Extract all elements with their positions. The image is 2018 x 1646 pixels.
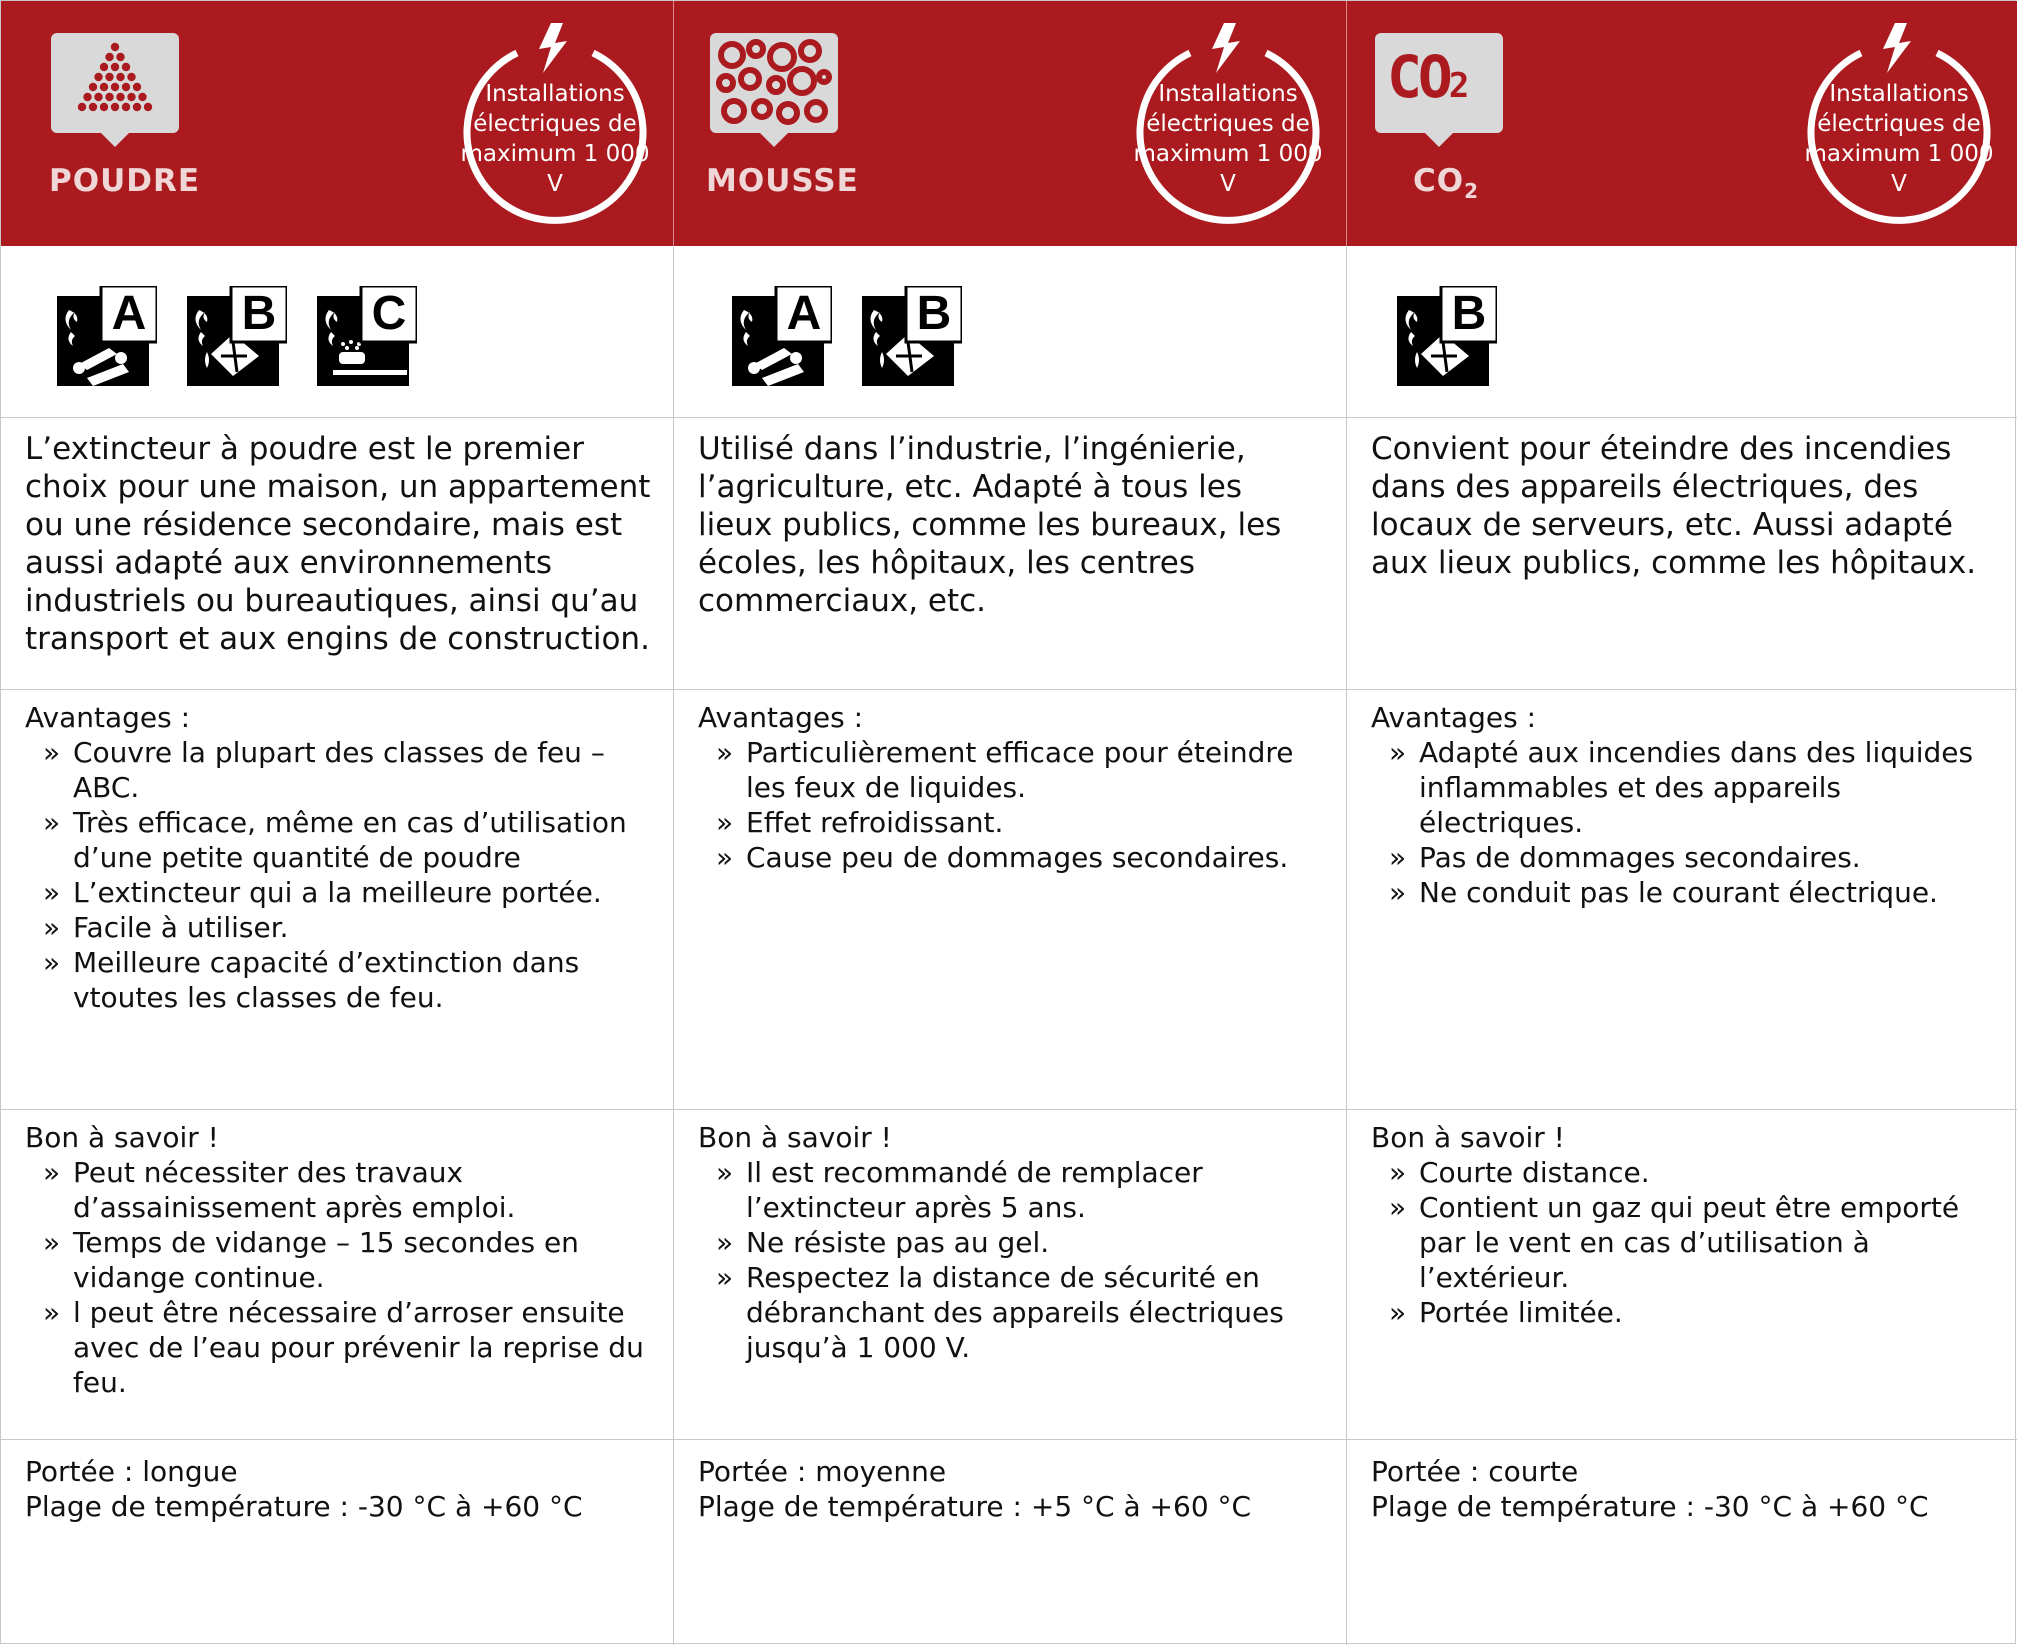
list-item: » Peut nécessiter des travaux d’assainissement après emploi.: [43, 1155, 653, 1225]
list-item: » Portée limitée.: [1389, 1295, 1997, 1330]
list-item: » Meilleure capacité d’extinction dans vtoutes les classes de feu.: [43, 945, 653, 1015]
header-co2: [1347, 1, 2017, 246]
list-item: » Contient un gaz qui peut être emporté par le vent en cas d’utilisation à l’extérieur.: [1389, 1190, 1997, 1295]
header-poudre: [1, 1, 674, 246]
fire-class-b-icon: B: [187, 286, 287, 386]
list-item: » Il est recommandé de remplacer l’extincteur après 5 ans.: [716, 1155, 1326, 1225]
range-text: Portée : courte: [1371, 1455, 1579, 1488]
list-item: » Couvre la plupart des classes de feu – ABC.: [43, 735, 653, 805]
list-item: » Respectez la distance de sécurité en débranchant des appareils électriques jusqu’à 1 000 V.: [716, 1260, 1326, 1365]
fire-classes-poudre: [1, 246, 674, 418]
advantages-title: Avantages :: [25, 701, 191, 734]
list-item: » Pas de dommages secondaires.: [1389, 840, 1997, 875]
range-text: Portée : moyenne: [698, 1455, 947, 1488]
foam-bubbles-icon: [710, 33, 838, 133]
list-item: » Facile à utiliser.: [43, 910, 653, 945]
agent-name: $CO_2$: [1413, 163, 1480, 204]
list-item: » Courte distance.: [1389, 1155, 1997, 1190]
good-to-know-title: Bon à savoir !: [698, 1121, 892, 1154]
range-co2: [1347, 1440, 2017, 1645]
list-item: » Particulièrement efficace pour éteindre les feux de liquides.: [716, 735, 1326, 805]
advantages-title: Avantages :: [698, 701, 864, 734]
good-to-know-title: Bon à savoir !: [1371, 1121, 1565, 1154]
temperature-text: Plage de température : -30 °C à +60 °C: [1371, 1490, 1929, 1523]
description-mousse: [674, 418, 1347, 690]
good-to-know-title: Bon à savoir !: [25, 1121, 219, 1154]
fire-class-a-icon: A: [57, 286, 157, 386]
header-mousse: [674, 1, 1347, 246]
fire-classes-mousse: [674, 246, 1347, 418]
range-text: Portée : longue: [25, 1455, 238, 1488]
agent-name: MOUSSE: [706, 163, 859, 199]
fire-classes-co2: [1347, 246, 2017, 418]
voltage-text: Installations électriques de maximum 1 000 V: [460, 81, 650, 197]
powder-pyramid-icon: [51, 33, 179, 133]
range-poudre: [1, 1440, 674, 1645]
good-to-know-co2: [1347, 1110, 2017, 1440]
voltage-badge: [455, 21, 655, 231]
co2-icon: CO2: [1375, 33, 1503, 133]
fire-class-b-icon: B: [1397, 286, 1497, 386]
advantages-title: Avantages :: [1371, 701, 1537, 734]
advantages-poudre: [1, 690, 674, 1110]
list-item: » Très efficace, même en cas d’utilisation d’une petite quantité de poudre: [43, 805, 653, 875]
list-item: » Adapté aux incendies dans des liquides inflammables et des appareils électriques.: [1389, 735, 1997, 840]
voltage-badge: [1128, 21, 1328, 231]
voltage-badge: [1799, 21, 1999, 231]
list-item: » Temps de vidange – 15 secondes en vidange continue.: [43, 1225, 653, 1295]
voltage-text: Installations électriques de maximum 1 000 V: [1133, 81, 1323, 197]
list-item: » Ne conduit pas le courant électrique.: [1389, 875, 1997, 910]
list-item: » Cause peu de dommages secondaires.: [716, 840, 1326, 875]
fire-class-a-icon: A: [732, 286, 832, 386]
voltage-text: Installations électriques de maximum 1 000 V: [1804, 81, 1994, 197]
list-item: » Ne résiste pas au gel.: [716, 1225, 1326, 1260]
fire-class-b-icon: B: [862, 286, 962, 386]
good-to-know-poudre: [1, 1110, 674, 1440]
temperature-text: Plage de température : +5 °C à +60 °C: [698, 1490, 1252, 1523]
range-mousse: [674, 1440, 1347, 1645]
description-poudre: [1, 418, 674, 690]
list-item: » Effet refroidissant.: [716, 805, 1326, 840]
description-co2: [1347, 418, 2017, 690]
list-item: » l peut être nécessaire d’arroser ensuite avec de l’eau pour prévenir la reprise du feu.: [43, 1295, 653, 1400]
description-text: Convient pour éteindre des incendies dans des appareils électriques, des locaux de serveurs, etc. Aussi adapté aux lieux publics, comme les hôpitaux.: [1371, 431, 1977, 581]
list-item: » L’extincteur qui a la meilleure portée.: [43, 875, 653, 910]
description-text: L’extincteur à poudre est le premier choix pour une maison, un appartement ou une résidence secondaire, mais est aussi adapté aux environnements industriels ou bureautiques, ainsi qu’au transport et aux engins de construction.: [25, 431, 651, 657]
good-to-know-mousse: [674, 1110, 1347, 1440]
advantages-co2: [1347, 690, 2017, 1110]
fire-class-c-icon: C: [317, 286, 417, 386]
advantages-mousse: [674, 690, 1347, 1110]
agent-name: POUDRE: [49, 163, 201, 199]
temperature-text: Plage de température : -30 °C à +60 °C: [25, 1490, 583, 1523]
description-text: Utilisé dans l’industrie, l’ingénierie, l’agriculture, etc. Adapté à tous les lieux publics, comme les bureaux, les écoles, les hôpitaux, les centres commerciaux, etc.: [698, 431, 1282, 619]
